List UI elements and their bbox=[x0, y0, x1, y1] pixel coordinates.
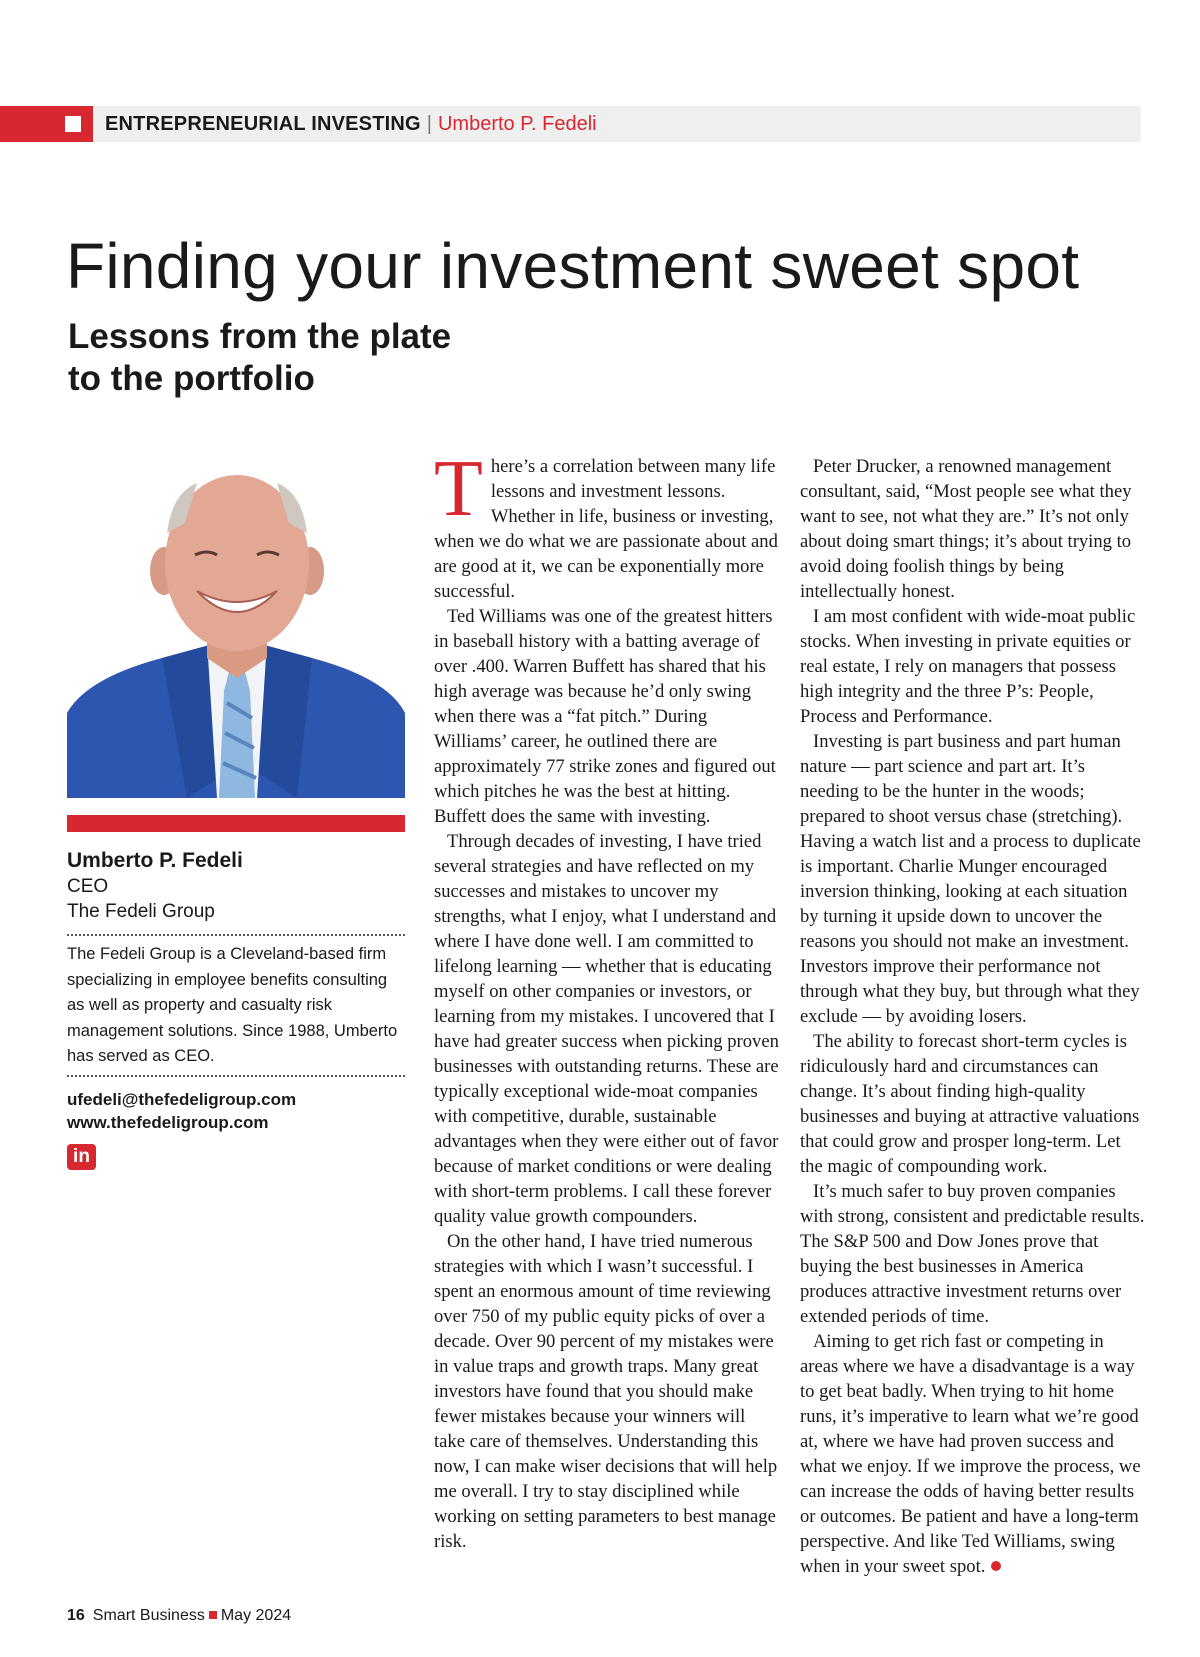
article-column-1 bbox=[434, 445, 779, 1554]
article-paragraph bbox=[434, 445, 779, 604]
section-category: ENTREPRENEURIAL INVESTING bbox=[105, 113, 421, 135]
article-subheadline bbox=[68, 316, 568, 400]
bio-website-link[interactable]: www.thefedeligroup.com bbox=[67, 1113, 269, 1132]
subheadline-line-2: to the portfolio bbox=[68, 359, 315, 398]
end-dot-icon bbox=[991, 1561, 1001, 1571]
subheadline-line-1: Lessons from the plate bbox=[68, 317, 452, 356]
page-number: 16 bbox=[67, 1607, 85, 1624]
footer-square-icon bbox=[209, 1611, 217, 1619]
bio-divider-top bbox=[67, 934, 405, 936]
article-paragraph: Through decades of investing, I have tried several strategies and have reflected on my successes and mistakes to uncover my strengths, what I enjoy, what I understand and where I have done well. I am committed to lifelong learning — whether that is educating myself on other companies or investors, or learning from my mistakes. I uncovered that I have had greater success when picking proven businesses with outstanding returns. These are typically exceptional wide-moat companies with competitive, durable, sustainable advantages when they were either out of favor because of market conditions or were dealing with short-term problems. I call these forever quality value growth compounders. bbox=[434, 831, 779, 1227]
bio-title: CEO bbox=[67, 876, 109, 897]
section-separator: | bbox=[426, 113, 432, 135]
paragraph-text: Aiming to get rich fast or competing in areas where we have a disadvantage is a way to get beat badly. When trying to hit home runs, it’s imperative to learn what we’re good at, where we have had proven success and what we enjoy. If we improve the process, we can increase the odds of having better results or outcomes. Be patient and have a long-term perspective. And like Ted Williams, swing when in your sweet spot. bbox=[800, 1331, 1141, 1577]
article-paragraph: On the other hand, I have tried numerous strategies with which I wasn’t successful. I spent an enormous amount of time reviewing over 750 of my public equity picks of over a decade. Over 90 percent of my mistakes were in value traps and growth traps. Many great investors have found that you should make fewer mistakes because your winners will take care of themselves. Understanding this now, I can make wiser decisions that will help me overall. I try to stay disciplined while working on setting parameters to best manage risk. bbox=[434, 1231, 778, 1552]
section-header-bar bbox=[0, 106, 1141, 142]
bio-email-link[interactable]: ufedeli@thefedeligroup.com bbox=[67, 1090, 297, 1109]
bio-divider-bottom bbox=[67, 1075, 405, 1077]
article-headline: Finding your investment sweet spot bbox=[66, 230, 1080, 302]
publication-name: Smart Business bbox=[92, 1607, 205, 1624]
article-paragraph: Ted Williams was one of the greatest hitters in baseball history with a batting average of over .400. Warren Buffett has shared that his high average was because he’d only swing when there was a “fat pitch.” During Williams’ career, he outlined there are approximately 77 strike zones and figured out which pitches he was the best at hitting. Buffett does the same with investing. bbox=[434, 606, 776, 827]
drop-cap: T bbox=[434, 445, 483, 533]
article-paragraph: I am most confident with wide-moat public stocks. When investing in private equities or real estate, I rely on managers that possess high integrity and the three P’s: People, Process and Performance. bbox=[800, 606, 1136, 727]
section-label bbox=[105, 112, 597, 136]
bio-company: The Fedeli Group bbox=[67, 901, 215, 922]
issue-date: May 2024 bbox=[220, 1607, 292, 1624]
bio-description: The Fedeli Group is a Cleveland-based firm specializing in employee benefits consulting as well as property and casualty risk management solutions. Since 1988, Umberto has served as CEO. bbox=[67, 945, 398, 1065]
article-paragraph: The ability to forecast short-term cycles is ridiculously hard and circumstances can change. It’s about finding high-quality businesses and buying at attractive valuations that could grow and prosper long-term. Let the magic of compounding work. bbox=[800, 1031, 1140, 1177]
sidebar-red-rule bbox=[67, 815, 405, 832]
article-paragraph: Investing is part business and part human nature — part science and part art. It’s needing to be the hunter in the woods; prepared to shoot versus chase (stretching). Having a watch list and a process to duplicate is important. Charlie Munger encouraged inversion thinking, looking at each situation by turning it upside down to uncover the reasons you should not make an investment. Investors improve their performance not through what they buy, but through what they exclude — by avoiding losers. bbox=[800, 731, 1141, 1027]
linkedin-icon[interactable]: in bbox=[67, 1144, 96, 1170]
article-paragraph: Peter Drucker, a renowned management consultant, said, “Most people see what they want to see, not what they are.” It’s not only about doing smart things; it’s about trying to avoid doing foolish things by being intellectually honest. bbox=[800, 456, 1132, 602]
page-footer bbox=[67, 1606, 291, 1626]
article-paragraph bbox=[800, 1329, 1145, 1579]
section-author: Umberto P. Fedeli bbox=[437, 113, 597, 135]
bio-name: Umberto P. Fedeli bbox=[67, 849, 243, 872]
author-photo bbox=[67, 463, 405, 798]
article-column-2 bbox=[800, 454, 1145, 1579]
author-portrait-illustration bbox=[67, 463, 405, 798]
square-icon bbox=[65, 116, 81, 132]
article-paragraph: It’s much safer to buy proven companies with strong, consistent and predictable results. The S&P 500 and Dow Jones prove that buying the best businesses in America produces attractive investment returns over extended periods of time. bbox=[800, 1181, 1145, 1327]
paragraph-text: here’s a correlation between many life lessons and investment lessons. Whether in life, business or investing, when we do what we are passionate about and are good at it, we can be exponentially more successful. bbox=[434, 456, 778, 602]
